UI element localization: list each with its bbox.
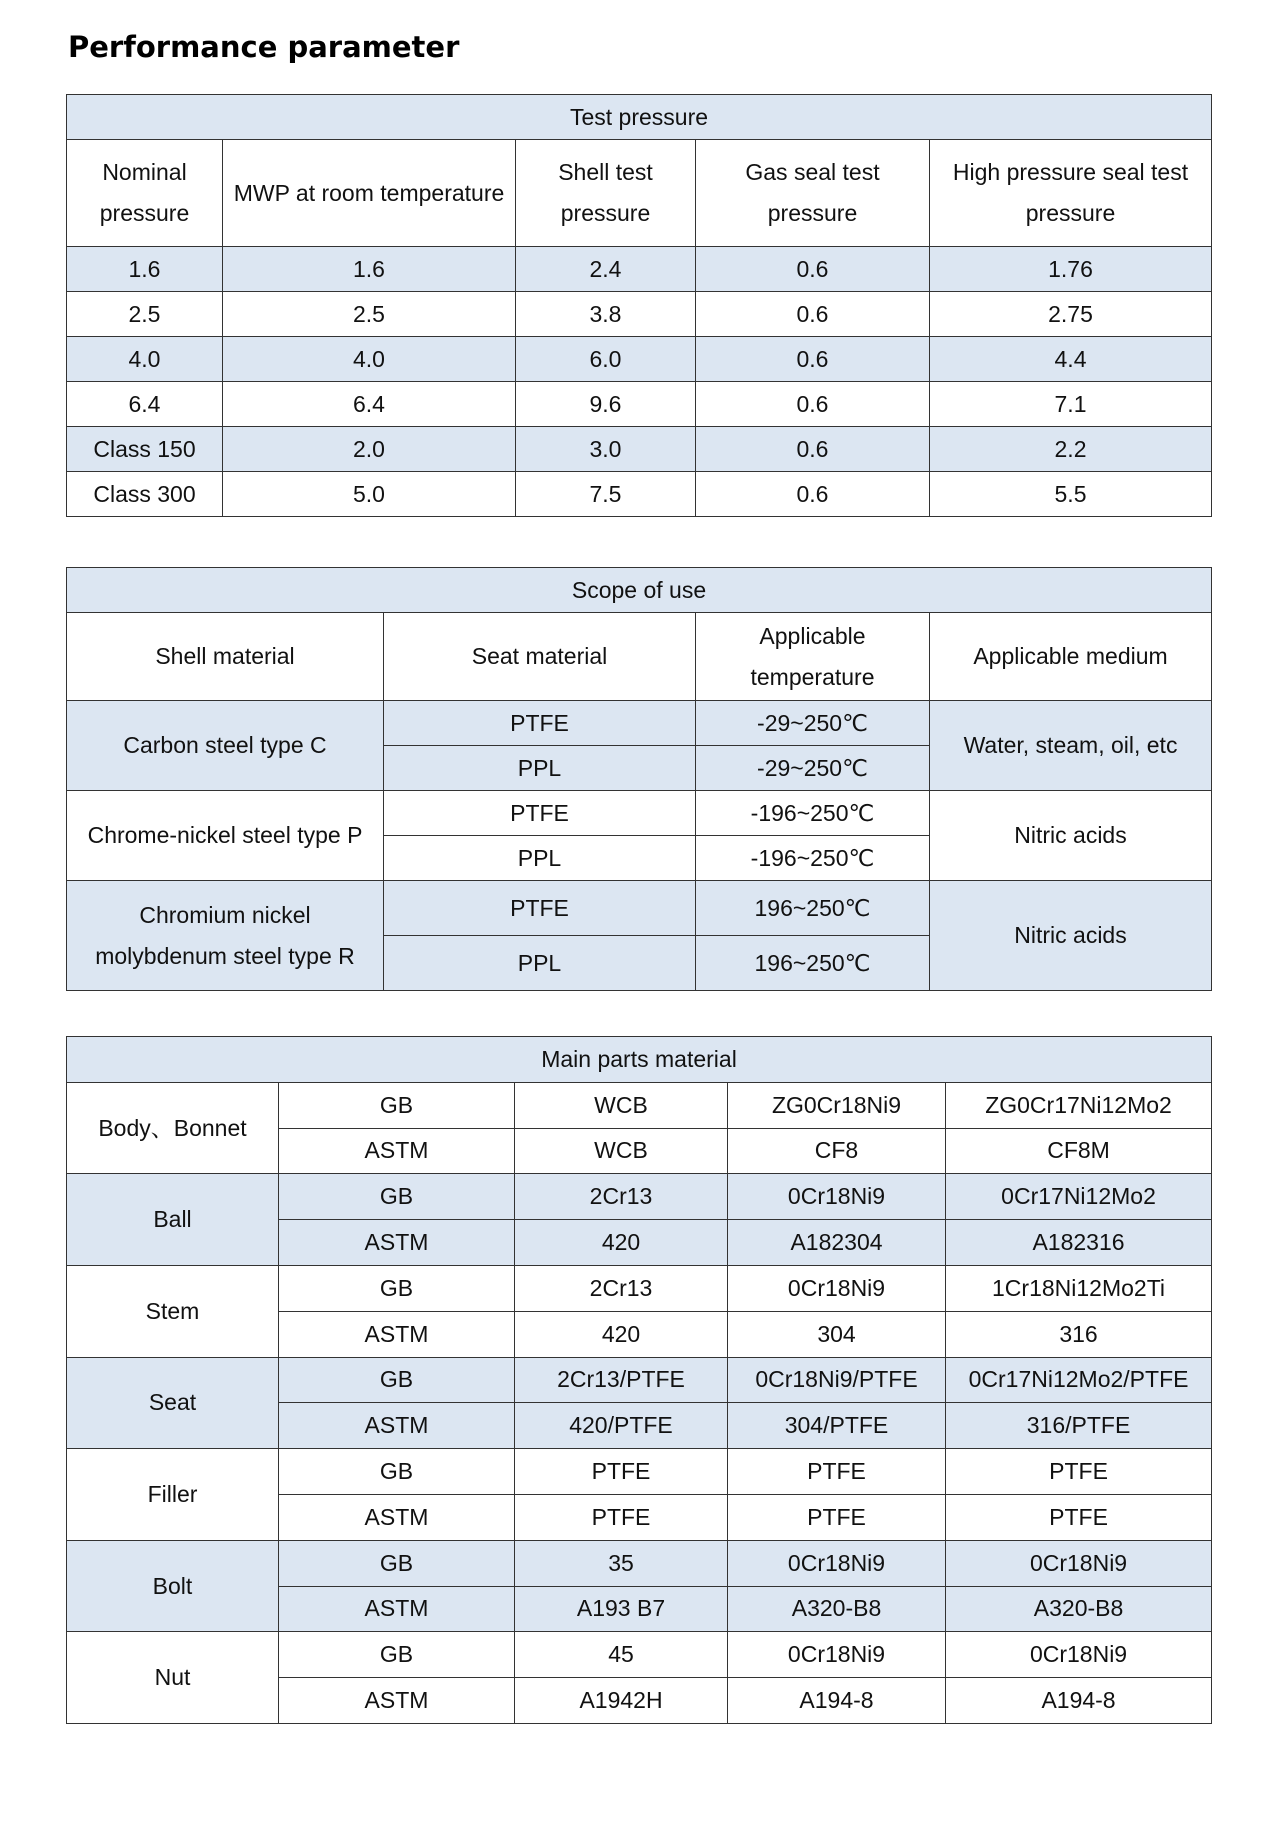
material-cell: 316: [946, 1311, 1212, 1357]
standard-cell: ASTM: [279, 1220, 515, 1266]
material-cell: PTFE: [946, 1449, 1212, 1495]
material-cell: A1942H: [515, 1678, 728, 1724]
material-cell: PTFE: [515, 1494, 728, 1540]
material-cell: 0Cr17Ni12Mo2/PTFE: [946, 1357, 1212, 1403]
table-cell: 1.6: [67, 247, 223, 292]
standard-cell: ASTM: [279, 1678, 515, 1724]
table-cell: 2.2: [930, 427, 1212, 472]
material-cell: PTFE: [946, 1494, 1212, 1540]
material-cell: 304: [728, 1311, 946, 1357]
table-row: [67, 1540, 1212, 1586]
material-cell: 0Cr18Ni9: [728, 1540, 946, 1586]
table-cell: 0.6: [696, 247, 930, 292]
test-pressure-table: [66, 94, 1212, 517]
table-row: [67, 427, 1212, 472]
table-row: [67, 472, 1212, 517]
material-cell: A320-B8: [728, 1586, 946, 1632]
table-header-row: [67, 613, 1212, 701]
material-cell: 0Cr18Ni9: [946, 1632, 1212, 1678]
shell-material-cell: Carbon steel type C: [67, 701, 384, 791]
table-row: [67, 701, 1212, 746]
column-header: Shell material: [67, 613, 384, 701]
parts-body: [67, 1082, 1212, 1723]
table-cell: 0.6: [696, 382, 930, 427]
standard-cell: GB: [279, 1082, 515, 1128]
temperature-cell: -29~250℃: [696, 701, 930, 746]
table-row: [67, 1265, 1212, 1311]
table-header-row: [67, 140, 1212, 247]
table-cell: 6.4: [223, 382, 516, 427]
material-cell: 0Cr18Ni9: [728, 1632, 946, 1678]
material-cell: 2Cr13: [515, 1265, 728, 1311]
seat-material-cell: PTFE: [384, 881, 696, 936]
material-cell: A182316: [946, 1220, 1212, 1266]
page-title: Performance parameter: [68, 30, 460, 64]
table-row: [67, 791, 1212, 836]
material-cell: A194-8: [946, 1678, 1212, 1724]
material-cell: PTFE: [728, 1494, 946, 1540]
material-cell: ZG0Cr17Ni12Mo2: [946, 1082, 1212, 1128]
material-cell: PTFE: [515, 1449, 728, 1495]
material-cell: 0Cr17Ni12Mo2: [946, 1174, 1212, 1220]
table-cell: 3.8: [516, 292, 696, 337]
standard-cell: GB: [279, 1357, 515, 1403]
temperature-cell: 196~250℃: [696, 936, 930, 991]
shell-material-cell: Chromium nickel molybdenum steel type R: [67, 881, 384, 991]
column-header: Shell test pressure: [516, 140, 696, 247]
material-cell: 0Cr18Ni9: [728, 1265, 946, 1311]
column-header: High pressure seal test pressure: [930, 140, 1212, 247]
part-name-cell: Bolt: [67, 1540, 279, 1632]
scope-of-use-caption: Scope of use: [67, 568, 1212, 613]
table-row: [67, 1082, 1212, 1128]
part-name-cell: Stem: [67, 1265, 279, 1357]
standard-cell: ASTM: [279, 1311, 515, 1357]
table-cell: 2.5: [223, 292, 516, 337]
material-cell: 0Cr18Ni9: [946, 1540, 1212, 1586]
table-row: [67, 337, 1212, 382]
material-cell: WCB: [515, 1128, 728, 1174]
standard-cell: GB: [279, 1449, 515, 1495]
material-cell: 45: [515, 1632, 728, 1678]
table-cell: 0.6: [696, 292, 930, 337]
table-row: [67, 382, 1212, 427]
material-cell: 1Cr18Ni12Mo2Ti: [946, 1265, 1212, 1311]
medium-cell: Nitric acids: [930, 881, 1212, 991]
table-cell: 0.6: [696, 472, 930, 517]
column-header: Gas seal test pressure: [696, 140, 930, 247]
main-parts-material-table: [66, 1036, 1212, 1724]
table-cell: 0.6: [696, 337, 930, 382]
material-cell: 0Cr18Ni9: [728, 1174, 946, 1220]
test-pressure-caption: Test pressure: [67, 95, 1212, 140]
material-cell: ZG0Cr18Ni9: [728, 1082, 946, 1128]
material-cell: 2Cr13/PTFE: [515, 1357, 728, 1403]
material-cell: 0Cr18Ni9/PTFE: [728, 1357, 946, 1403]
table-cell: 4.0: [223, 337, 516, 382]
seat-material-cell: PTFE: [384, 701, 696, 746]
column-header: Applicable medium: [930, 613, 1212, 701]
table-cell: 2.4: [516, 247, 696, 292]
table-cell: 7.1: [930, 382, 1212, 427]
standard-cell: ASTM: [279, 1403, 515, 1449]
shell-material-cell: Chrome-nickel steel type P: [67, 791, 384, 881]
scope-of-use-table: [66, 567, 1212, 991]
standard-cell: GB: [279, 1174, 515, 1220]
material-cell: A194-8: [728, 1678, 946, 1724]
material-cell: 316/PTFE: [946, 1403, 1212, 1449]
standard-cell: GB: [279, 1540, 515, 1586]
table-cell: 4.0: [67, 337, 223, 382]
material-cell: 420: [515, 1311, 728, 1357]
part-name-cell: Filler: [67, 1449, 279, 1541]
table-cell: 2.75: [930, 292, 1212, 337]
material-cell: A320-B8: [946, 1586, 1212, 1632]
part-name-cell: Nut: [67, 1632, 279, 1724]
column-header: Seat material: [384, 613, 696, 701]
seat-material-cell: PPL: [384, 746, 696, 791]
table-cell: Class 300: [67, 472, 223, 517]
table-cell: 7.5: [516, 472, 696, 517]
material-cell: 304/PTFE: [728, 1403, 946, 1449]
temperature-cell: -29~250℃: [696, 746, 930, 791]
material-cell: CF8: [728, 1128, 946, 1174]
medium-cell: Nitric acids: [930, 791, 1212, 881]
table-cell: 0.6: [696, 427, 930, 472]
table-row: [67, 1357, 1212, 1403]
material-cell: 420: [515, 1220, 728, 1266]
medium-cell: Water, steam, oil, etc: [930, 701, 1212, 791]
standard-cell: GB: [279, 1632, 515, 1678]
table-cell: 6.0: [516, 337, 696, 382]
seat-material-cell: PPL: [384, 936, 696, 991]
table-cell: Class 150: [67, 427, 223, 472]
temperature-cell: 196~250℃: [696, 881, 930, 936]
table-row: [67, 1632, 1212, 1678]
material-cell: A182304: [728, 1220, 946, 1266]
table-row: [67, 881, 1212, 936]
table-cell: 1.76: [930, 247, 1212, 292]
material-cell: PTFE: [728, 1449, 946, 1495]
table-row: [67, 1174, 1212, 1220]
material-cell: A193 B7: [515, 1586, 728, 1632]
main-parts-caption: Main parts material: [67, 1037, 1212, 1083]
part-name-cell: Ball: [67, 1174, 279, 1266]
table-cell: 1.6: [223, 247, 516, 292]
column-header: Applicable temperature: [696, 613, 930, 701]
column-header: Nominal pressure: [67, 140, 223, 247]
material-cell: 420/PTFE: [515, 1403, 728, 1449]
column-header: MWP at room temperature: [223, 140, 516, 247]
part-name-cell: Seat: [67, 1357, 279, 1449]
material-cell: 2Cr13: [515, 1174, 728, 1220]
standard-cell: GB: [279, 1265, 515, 1311]
table-cell: 2.5: [67, 292, 223, 337]
table-cell: 4.4: [930, 337, 1212, 382]
material-cell: CF8M: [946, 1128, 1212, 1174]
material-cell: 35: [515, 1540, 728, 1586]
seat-material-cell: PPL: [384, 836, 696, 881]
material-cell: WCB: [515, 1082, 728, 1128]
table-cell: 3.0: [516, 427, 696, 472]
table-cell: 5.5: [930, 472, 1212, 517]
seat-material-cell: PTFE: [384, 791, 696, 836]
temperature-cell: -196~250℃: [696, 791, 930, 836]
temperature-cell: -196~250℃: [696, 836, 930, 881]
table-row: [67, 247, 1212, 292]
table-cell: 9.6: [516, 382, 696, 427]
standard-cell: ASTM: [279, 1586, 515, 1632]
table-row: [67, 1449, 1212, 1495]
standard-cell: ASTM: [279, 1128, 515, 1174]
standard-cell: ASTM: [279, 1494, 515, 1540]
table-row: [67, 292, 1212, 337]
part-name-cell: Body、Bonnet: [67, 1082, 279, 1174]
table-cell: 6.4: [67, 382, 223, 427]
table-cell: 2.0: [223, 427, 516, 472]
table-cell: 5.0: [223, 472, 516, 517]
